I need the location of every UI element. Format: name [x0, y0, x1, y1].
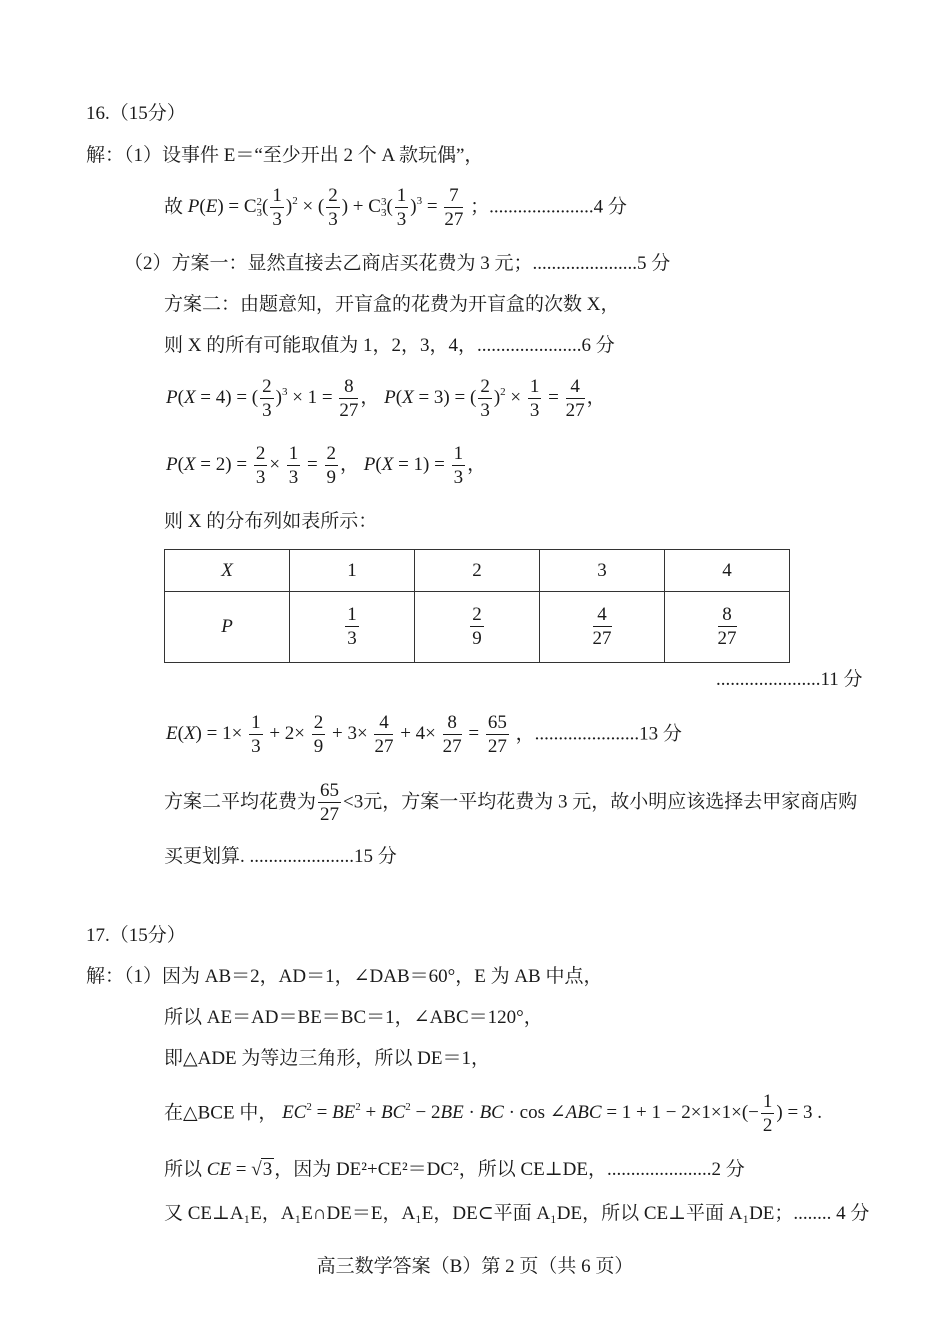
q16-conclusion: 方案二平均花费为 $\frac{65}{27}$ <3元，方案一平均花费为 3 元，故小明应该选择去甲家商店购 — [164, 780, 858, 825]
table-row — [165, 550, 790, 592]
table-cell: 4 — [665, 550, 790, 592]
q16-prob-line1: P(X = 4) = ( $\frac{2}{3}$ )$^3$ × 1 = $\frac{8}{27}$ ， P(X = 3) = ( $\frac{2}{3}$ )$^2$ × $\frac{1}{3}$ = $\frac{4}{27}$ ， — [166, 376, 606, 421]
q16-part1-intro: 解：（1）设事件 E＝“至少开出 2 个 A 款玩偶”， — [86, 145, 484, 166]
table-cell: $\frac{4}{27}$ — [540, 592, 665, 663]
page-footer: 高三数学答案（B）第 2 页（共 6 页） — [316, 1256, 634, 1277]
q16-x-values: 则 X 的所有可能取值为 1，2，3，4，......................6 分 — [164, 335, 615, 356]
q17-cosine-law: 在△BCE 中， $EC^2 = BE^2 + BC^2 - 2BE$ · BC · cos ∠ABC = 1 + 1 − 2×1×1×(− $\frac{1}{2}$ ) = 3 . — [164, 1091, 822, 1136]
q17-line5-a: 所以 — [164, 1159, 203, 1180]
table-cell: 3 — [540, 550, 665, 592]
distribution-table — [164, 549, 790, 663]
q17-line1: 解：（1）因为 AB＝2，AD＝1，∠DAB＝60°，E 为 AB 中点， — [86, 966, 603, 987]
table-header-x: X — [165, 550, 290, 592]
q16-header: 16.（15分） — [86, 103, 186, 124]
q16-pe-prefix: 故 — [164, 196, 184, 218]
q16-score-11: ......................11 分 — [716, 669, 863, 690]
table-cell: $\frac{1}{3}$ — [290, 592, 415, 663]
q16-conclusion-b: <3元，方案一平均花费为 3 元，故小明应该选择去甲家商店购 — [343, 791, 858, 813]
q17-line6: 又 CE⊥A₁E，A₁E∩DE＝E，A₁E，DE⊂平面 A₁DE，所以 CE⊥平面 A₁DE；........ 4 分 — [164, 1203, 870, 1224]
q16-pe-formula: 故 P(E) = C 2 3 ( $\frac{1}{3}$ )$^2$ × ( $\frac{2}{3}$ ) + C 3 3 ( $\frac{1}{3}$ )$^3$ = $\frac{7}{27}$ ；......................4 分 — [164, 185, 627, 230]
q17-header: 17.（15分） — [86, 925, 186, 946]
table-cell: 1 — [290, 550, 415, 592]
q16-expectation: E(X) = 1× $\frac{1}{3}$ + 2× $\frac{2}{9}$ + 3× $\frac{4}{27}$ + 4× $\frac{8}{27}$ = $\frac{65}{27}$ ，......................13 分 — [166, 712, 682, 757]
q17-line5-b: ，因为 DE²+CE²＝DC²，所以 CE⊥DE，......................2 分 — [274, 1159, 745, 1180]
table-row — [165, 592, 790, 663]
table-cell: $\frac{2}{9}$ — [415, 592, 540, 663]
q16-conclusion-end: 买更划算. ......................15 分 — [164, 846, 397, 867]
q16-dist-caption: 则 X 的分布列如表所示： — [164, 511, 378, 532]
q17-line5: 所以 CE = √3 ，因为 DE²+CE²＝DC²，所以 CE⊥DE，......................2 分 — [164, 1159, 745, 1180]
table-header-p: P — [165, 592, 290, 663]
q17-line2: 所以 AE＝AD＝BE＝BC＝1，∠ABC＝120°， — [164, 1007, 543, 1028]
table-cell: 2 — [415, 550, 540, 592]
q17-cosine-prefix: 在△BCE 中， — [164, 1102, 278, 1124]
table-cell: $\frac{8}{27}$ — [665, 592, 790, 663]
q16-part2-plan1: （2）方案一：显然直接去乙商店买花费为 3 元；......................5 分 — [124, 253, 671, 274]
q16-prob-line2: P(X = 2) = $\frac{2}{3}$ × $\frac{1}{3}$ = $\frac{2}{9}$ ， P(X = 1) = $\frac{1}{3}$ ， — [166, 443, 487, 488]
q17-line3: 即△ADE 为等边三角形，所以 DE＝1， — [164, 1048, 490, 1069]
q16-pe-score: ；......................4 分 — [470, 196, 627, 218]
q16-expectation-score: ，......................13 分 — [515, 723, 682, 745]
q16-conclusion-a: 方案二平均花费为 — [164, 791, 317, 813]
q16-part2-plan2: 方案二：由题意知，开盲盒的花费为开盲盒的次数 X， — [164, 294, 620, 315]
